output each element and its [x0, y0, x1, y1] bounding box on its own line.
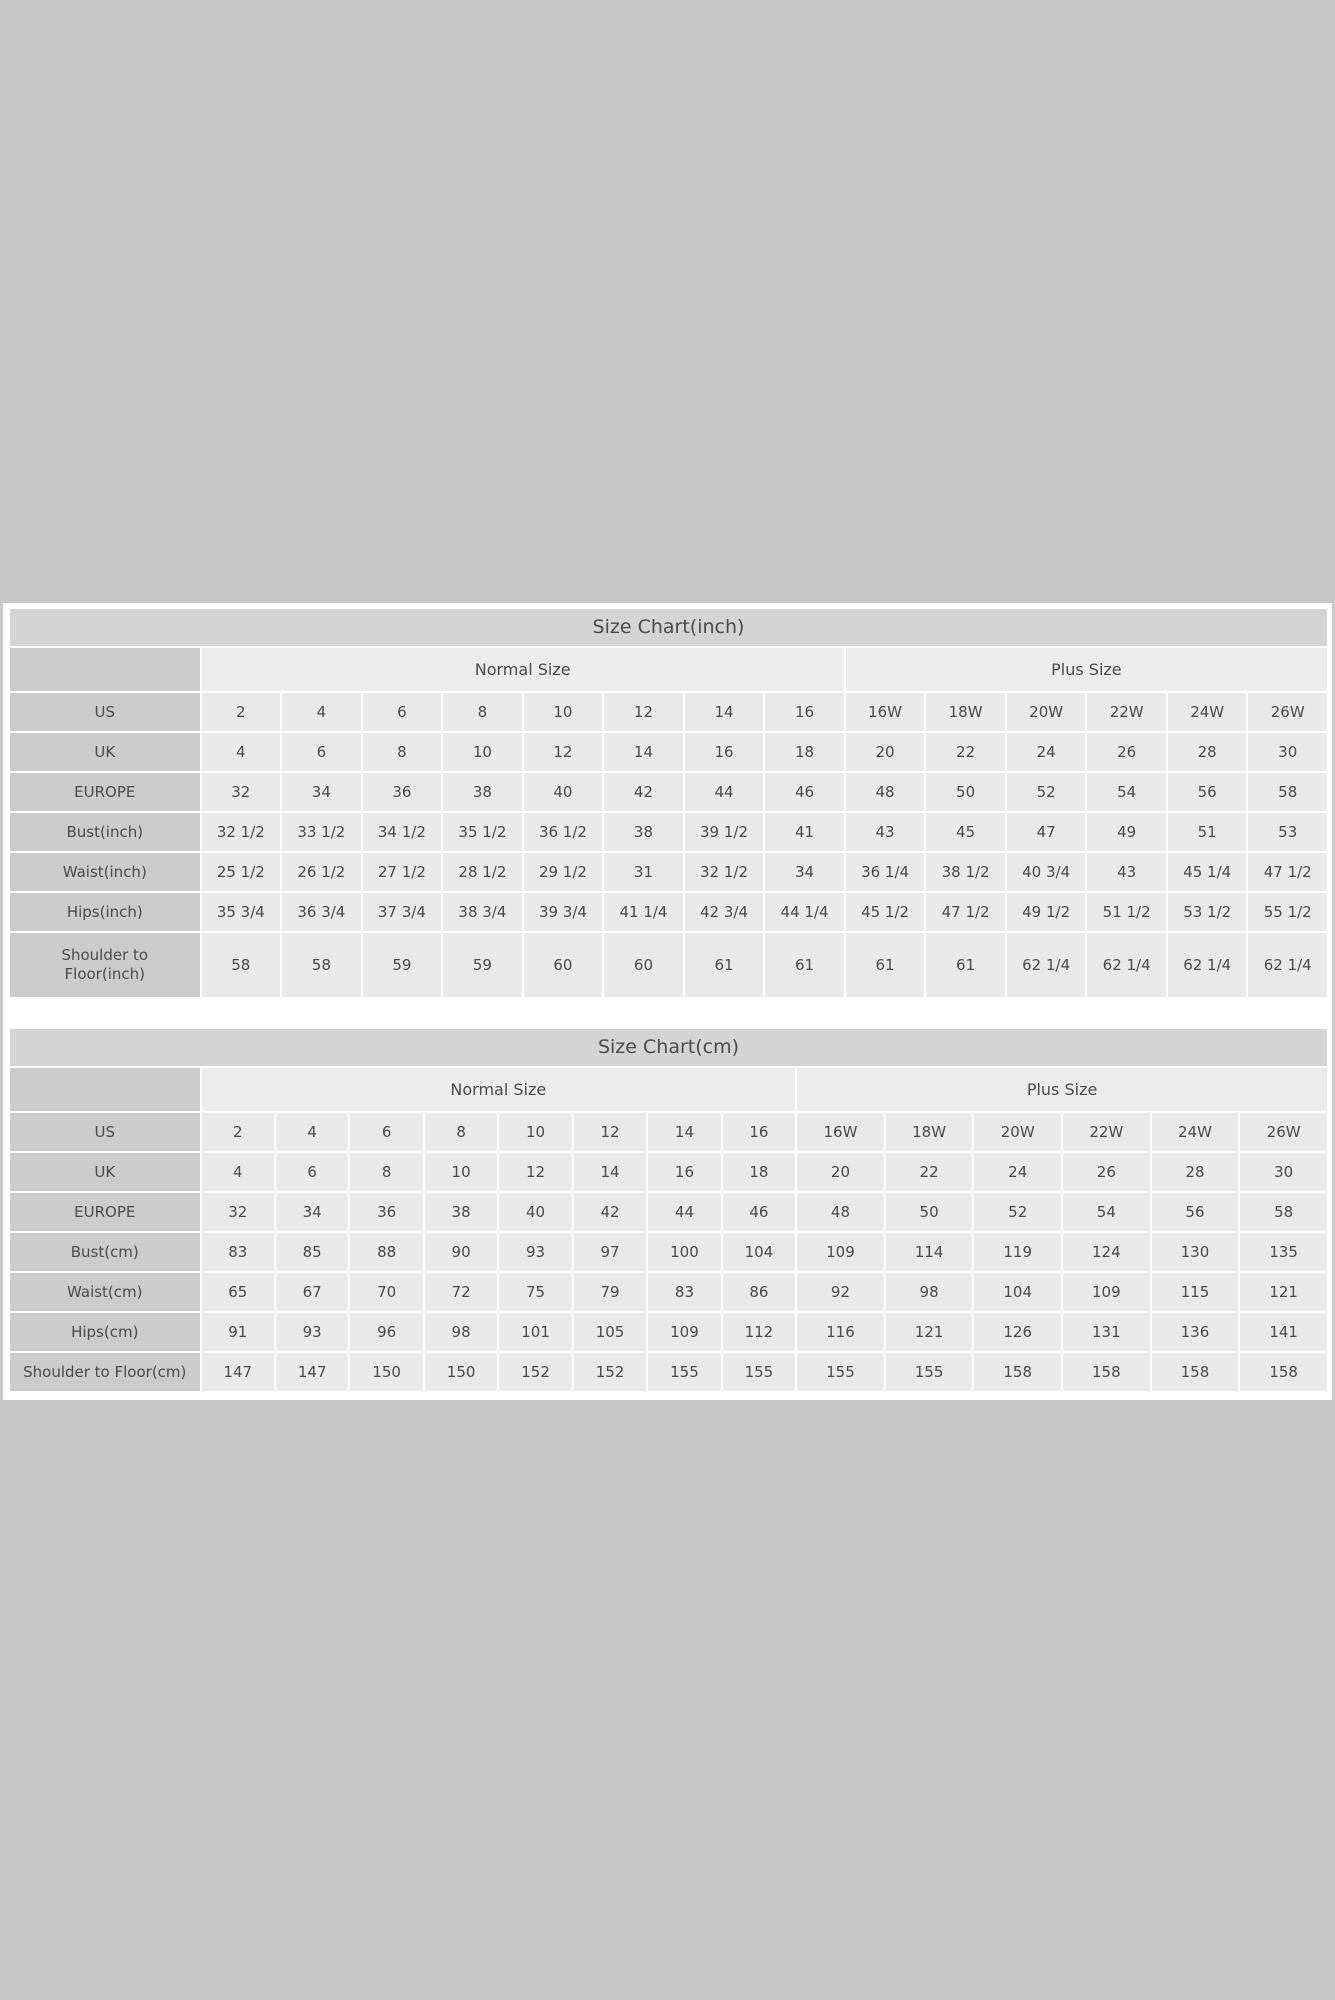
size-value-cell: 43 [846, 813, 925, 851]
size-value-cell: 44 [685, 773, 764, 811]
size-value-cell: 101 [499, 1313, 571, 1351]
size-value-cell: 14 [648, 1113, 720, 1151]
size-value-cell: 34 [276, 1193, 348, 1231]
size-value-cell: 158 [1063, 1353, 1150, 1391]
size-value-cell: 22W [1087, 693, 1166, 731]
size-value-cell: 10 [524, 693, 603, 731]
size-value-cell: 126 [974, 1313, 1061, 1351]
size-value-cell: 51 [1168, 813, 1247, 851]
size-value-cell: 54 [1087, 773, 1166, 811]
size-value-cell: 2 [202, 693, 281, 731]
size-value-cell: 135 [1240, 1233, 1327, 1271]
size-value-cell: 12 [574, 1113, 646, 1151]
size-value-cell: 38 3/4 [443, 893, 522, 931]
size-value-cell: 130 [1152, 1233, 1239, 1271]
size-value-cell: 40 [524, 773, 603, 811]
size-value-cell: 16W [846, 693, 925, 731]
size-value-cell: 155 [723, 1353, 795, 1391]
size-value-cell: 4 [282, 693, 361, 731]
size-value-cell: 12 [604, 693, 683, 731]
group-header-plus-size: Plus Size [846, 648, 1327, 691]
size-value-cell: 22W [1063, 1113, 1150, 1151]
row-label: EUROPE [10, 1193, 200, 1231]
size-value-cell: 70 [350, 1273, 422, 1311]
size-value-cell: 91 [202, 1313, 274, 1351]
size-value-cell: 33 1/2 [282, 813, 361, 851]
size-charts-panel [3, 603, 1332, 1400]
size-value-cell: 96 [350, 1313, 422, 1351]
size-value-cell: 105 [574, 1313, 646, 1351]
table-row [10, 1233, 1327, 1271]
size-value-cell: 20W [1007, 693, 1086, 731]
size-value-cell: 58 [202, 933, 281, 997]
size-value-cell: 24W [1168, 693, 1247, 731]
row-label: Bust(cm) [10, 1233, 200, 1271]
size-value-cell: 40 3/4 [1007, 853, 1086, 891]
table-row [10, 1353, 1327, 1391]
size-value-cell: 155 [648, 1353, 720, 1391]
size-value-cell: 47 1/2 [926, 893, 1005, 931]
row-label: Shoulder to Floor(inch) [10, 933, 200, 997]
size-value-cell: 25 1/2 [202, 853, 281, 891]
size-value-cell: 31 [604, 853, 683, 891]
size-value-cell: 6 [276, 1153, 348, 1191]
size-value-cell: 16 [765, 693, 844, 731]
size-value-cell: 72 [425, 1273, 497, 1311]
size-value-cell: 38 [443, 773, 522, 811]
size-value-cell: 98 [886, 1273, 973, 1311]
size-value-cell: 53 [1248, 813, 1327, 851]
table-row [10, 1193, 1327, 1231]
size-value-cell: 10 [499, 1113, 571, 1151]
size-value-cell: 46 [765, 773, 844, 811]
size-value-cell: 52 [974, 1193, 1061, 1231]
size-value-cell: 88 [350, 1233, 422, 1271]
size-value-cell: 12 [524, 733, 603, 771]
size-value-cell: 24 [974, 1153, 1061, 1191]
size-value-cell: 10 [443, 733, 522, 771]
size-value-cell: 104 [723, 1233, 795, 1271]
size-value-cell: 38 [425, 1193, 497, 1231]
size-value-cell: 36 3/4 [282, 893, 361, 931]
size-value-cell: 93 [499, 1233, 571, 1271]
size-value-cell: 10 [425, 1153, 497, 1191]
size-value-cell: 62 1/4 [1248, 933, 1327, 997]
size-value-cell: 4 [202, 733, 281, 771]
size-value-cell: 24 [1007, 733, 1086, 771]
corner-cell [10, 1068, 200, 1111]
size-value-cell: 6 [282, 733, 361, 771]
size-value-cell: 98 [425, 1313, 497, 1351]
size-value-cell: 30 [1240, 1153, 1327, 1191]
size-value-cell: 16W [797, 1113, 884, 1151]
size-value-cell: 6 [350, 1113, 422, 1151]
size-value-cell: 92 [797, 1273, 884, 1311]
size-value-cell: 20 [846, 733, 925, 771]
size-value-cell: 75 [499, 1273, 571, 1311]
size-value-cell: 28 [1152, 1153, 1239, 1191]
size-value-cell: 109 [797, 1233, 884, 1271]
size-value-cell: 14 [574, 1153, 646, 1191]
size-value-cell: 8 [425, 1113, 497, 1151]
group-header-row [10, 648, 1327, 691]
size-value-cell: 36 1/2 [524, 813, 603, 851]
size-value-cell: 16 [723, 1113, 795, 1151]
size-value-cell: 136 [1152, 1313, 1239, 1351]
size-value-cell: 150 [425, 1353, 497, 1391]
size-value-cell: 100 [648, 1233, 720, 1271]
table-row [10, 1153, 1327, 1191]
size-value-cell: 158 [1152, 1353, 1239, 1391]
size-value-cell: 53 1/2 [1168, 893, 1247, 931]
size-value-cell: 38 1/2 [926, 853, 1005, 891]
size-value-cell: 8 [350, 1153, 422, 1191]
size-value-cell: 56 [1168, 773, 1247, 811]
corner-cell [10, 648, 200, 691]
size-value-cell: 97 [574, 1233, 646, 1271]
size-value-cell: 131 [1063, 1313, 1150, 1351]
table-row [10, 1113, 1327, 1151]
size-chart-cm-table [8, 1066, 1329, 1393]
size-value-cell: 93 [276, 1313, 348, 1351]
row-label: Shoulder to Floor(cm) [10, 1353, 200, 1391]
row-label: Waist(cm) [10, 1273, 200, 1311]
size-value-cell: 4 [276, 1113, 348, 1151]
size-value-cell: 18 [723, 1153, 795, 1191]
size-value-cell: 116 [797, 1313, 884, 1351]
size-chart-inch-block [8, 609, 1329, 999]
table-row [10, 1313, 1327, 1351]
size-value-cell: 8 [363, 733, 442, 771]
size-value-cell: 8 [443, 693, 522, 731]
size-value-cell: 42 [574, 1193, 646, 1231]
size-value-cell: 12 [499, 1153, 571, 1191]
size-value-cell: 62 1/4 [1087, 933, 1166, 997]
size-value-cell: 150 [350, 1353, 422, 1391]
size-value-cell: 158 [1240, 1353, 1327, 1391]
size-value-cell: 49 1/2 [1007, 893, 1086, 931]
size-value-cell: 47 [1007, 813, 1086, 851]
size-value-cell: 28 [1168, 733, 1247, 771]
size-value-cell: 40 [499, 1193, 571, 1231]
group-header-plus-size: Plus Size [797, 1068, 1327, 1111]
size-value-cell: 52 [1007, 773, 1086, 811]
row-label: UK [10, 1153, 200, 1191]
size-value-cell: 38 [604, 813, 683, 851]
size-value-cell: 121 [886, 1313, 973, 1351]
size-value-cell: 61 [685, 933, 764, 997]
size-value-cell: 79 [574, 1273, 646, 1311]
size-chart-inch-title: Size Chart(inch) [10, 609, 1327, 646]
size-value-cell: 34 [765, 853, 844, 891]
size-value-cell: 59 [363, 933, 442, 997]
size-value-cell: 28 1/2 [443, 853, 522, 891]
size-value-cell: 20W [974, 1113, 1061, 1151]
row-label: Hips(cm) [10, 1313, 200, 1351]
size-value-cell: 20 [797, 1153, 884, 1191]
size-value-cell: 22 [886, 1153, 973, 1191]
row-label: US [10, 693, 200, 731]
size-value-cell: 16 [648, 1153, 720, 1191]
table-row [10, 813, 1327, 851]
size-value-cell: 60 [524, 933, 603, 997]
size-value-cell: 55 1/2 [1248, 893, 1327, 931]
size-value-cell: 58 [282, 933, 361, 997]
table-row [10, 773, 1327, 811]
size-value-cell: 109 [1063, 1273, 1150, 1311]
size-value-cell: 83 [202, 1233, 274, 1271]
size-value-cell: 18 [765, 733, 844, 771]
size-value-cell: 32 [202, 773, 281, 811]
size-value-cell: 26 1/2 [282, 853, 361, 891]
size-value-cell: 121 [1240, 1273, 1327, 1311]
size-value-cell: 43 [1087, 853, 1166, 891]
size-value-cell: 114 [886, 1233, 973, 1271]
size-value-cell: 112 [723, 1313, 795, 1351]
size-value-cell: 6 [363, 693, 442, 731]
size-value-cell: 42 3/4 [685, 893, 764, 931]
size-value-cell: 27 1/2 [363, 853, 442, 891]
size-value-cell: 14 [604, 733, 683, 771]
size-value-cell: 29 1/2 [524, 853, 603, 891]
size-value-cell: 44 1/4 [765, 893, 844, 931]
size-value-cell: 48 [797, 1193, 884, 1231]
size-value-cell: 32 1/2 [685, 853, 764, 891]
size-value-cell: 85 [276, 1233, 348, 1271]
size-chart-cm-block [8, 1029, 1329, 1393]
size-value-cell: 32 1/2 [202, 813, 281, 851]
size-value-cell: 36 1/4 [846, 853, 925, 891]
size-value-cell: 155 [797, 1353, 884, 1391]
size-value-cell: 119 [974, 1233, 1061, 1271]
row-label: EUROPE [10, 773, 200, 811]
size-value-cell: 67 [276, 1273, 348, 1311]
table-row [10, 733, 1327, 771]
size-value-cell: 62 1/4 [1168, 933, 1247, 997]
size-value-cell: 54 [1063, 1193, 1150, 1231]
size-value-cell: 86 [723, 1273, 795, 1311]
table-row [10, 1273, 1327, 1311]
size-value-cell: 60 [604, 933, 683, 997]
size-value-cell: 41 1/4 [604, 893, 683, 931]
size-value-cell: 56 [1152, 1193, 1239, 1231]
size-value-cell: 32 [202, 1193, 274, 1231]
size-value-cell: 58 [1248, 773, 1327, 811]
size-value-cell: 42 [604, 773, 683, 811]
size-value-cell: 124 [1063, 1233, 1150, 1271]
size-value-cell: 51 1/2 [1087, 893, 1166, 931]
size-value-cell: 90 [425, 1233, 497, 1271]
size-value-cell: 2 [202, 1113, 274, 1151]
size-value-cell: 26W [1240, 1113, 1327, 1151]
size-value-cell: 45 1/2 [846, 893, 925, 931]
size-value-cell: 30 [1248, 733, 1327, 771]
size-value-cell: 58 [1240, 1193, 1327, 1231]
size-value-cell: 61 [846, 933, 925, 997]
size-value-cell: 62 1/4 [1007, 933, 1086, 997]
row-label: Bust(inch) [10, 813, 200, 851]
size-value-cell: 4 [202, 1153, 274, 1191]
size-value-cell: 18W [886, 1113, 973, 1151]
size-value-cell: 109 [648, 1313, 720, 1351]
group-header-normal-size: Normal Size [202, 648, 844, 691]
size-value-cell: 39 1/2 [685, 813, 764, 851]
table-row [10, 693, 1327, 731]
size-value-cell: 39 3/4 [524, 893, 603, 931]
size-value-cell: 50 [886, 1193, 973, 1231]
size-value-cell: 41 [765, 813, 844, 851]
size-value-cell: 61 [765, 933, 844, 997]
size-value-cell: 16 [685, 733, 764, 771]
size-value-cell: 35 1/2 [443, 813, 522, 851]
size-value-cell: 34 1/2 [363, 813, 442, 851]
size-value-cell: 65 [202, 1273, 274, 1311]
size-value-cell: 44 [648, 1193, 720, 1231]
size-value-cell: 155 [886, 1353, 973, 1391]
size-value-cell: 36 [363, 773, 442, 811]
size-value-cell: 14 [685, 693, 764, 731]
size-chart-cm-title: Size Chart(cm) [10, 1029, 1327, 1066]
table-row [10, 933, 1327, 997]
row-label: UK [10, 733, 200, 771]
row-label: Waist(inch) [10, 853, 200, 891]
size-value-cell: 26 [1087, 733, 1166, 771]
size-value-cell: 26W [1248, 693, 1327, 731]
size-value-cell: 18W [926, 693, 1005, 731]
size-value-cell: 46 [723, 1193, 795, 1231]
size-value-cell: 61 [926, 933, 1005, 997]
group-header-normal-size: Normal Size [202, 1068, 796, 1111]
size-value-cell: 104 [974, 1273, 1061, 1311]
size-value-cell: 50 [926, 773, 1005, 811]
table-row [10, 853, 1327, 891]
size-value-cell: 147 [276, 1353, 348, 1391]
size-value-cell: 141 [1240, 1313, 1327, 1351]
size-value-cell: 83 [648, 1273, 720, 1311]
size-value-cell: 152 [574, 1353, 646, 1391]
row-label: Hips(inch) [10, 893, 200, 931]
size-value-cell: 45 1/4 [1168, 853, 1247, 891]
size-value-cell: 22 [926, 733, 1005, 771]
size-value-cell: 49 [1087, 813, 1166, 851]
size-value-cell: 152 [499, 1353, 571, 1391]
size-value-cell: 26 [1063, 1153, 1150, 1191]
size-value-cell: 36 [350, 1193, 422, 1231]
size-value-cell: 37 3/4 [363, 893, 442, 931]
size-value-cell: 47 1/2 [1248, 853, 1327, 891]
row-label: US [10, 1113, 200, 1151]
size-value-cell: 45 [926, 813, 1005, 851]
size-value-cell: 24W [1152, 1113, 1239, 1151]
group-header-row [10, 1068, 1327, 1111]
size-value-cell: 147 [202, 1353, 274, 1391]
size-value-cell: 59 [443, 933, 522, 997]
size-value-cell: 34 [282, 773, 361, 811]
size-chart-inch-table [8, 646, 1329, 999]
size-value-cell: 158 [974, 1353, 1061, 1391]
size-value-cell: 35 3/4 [202, 893, 281, 931]
size-value-cell: 48 [846, 773, 925, 811]
size-value-cell: 115 [1152, 1273, 1239, 1311]
table-row [10, 893, 1327, 931]
